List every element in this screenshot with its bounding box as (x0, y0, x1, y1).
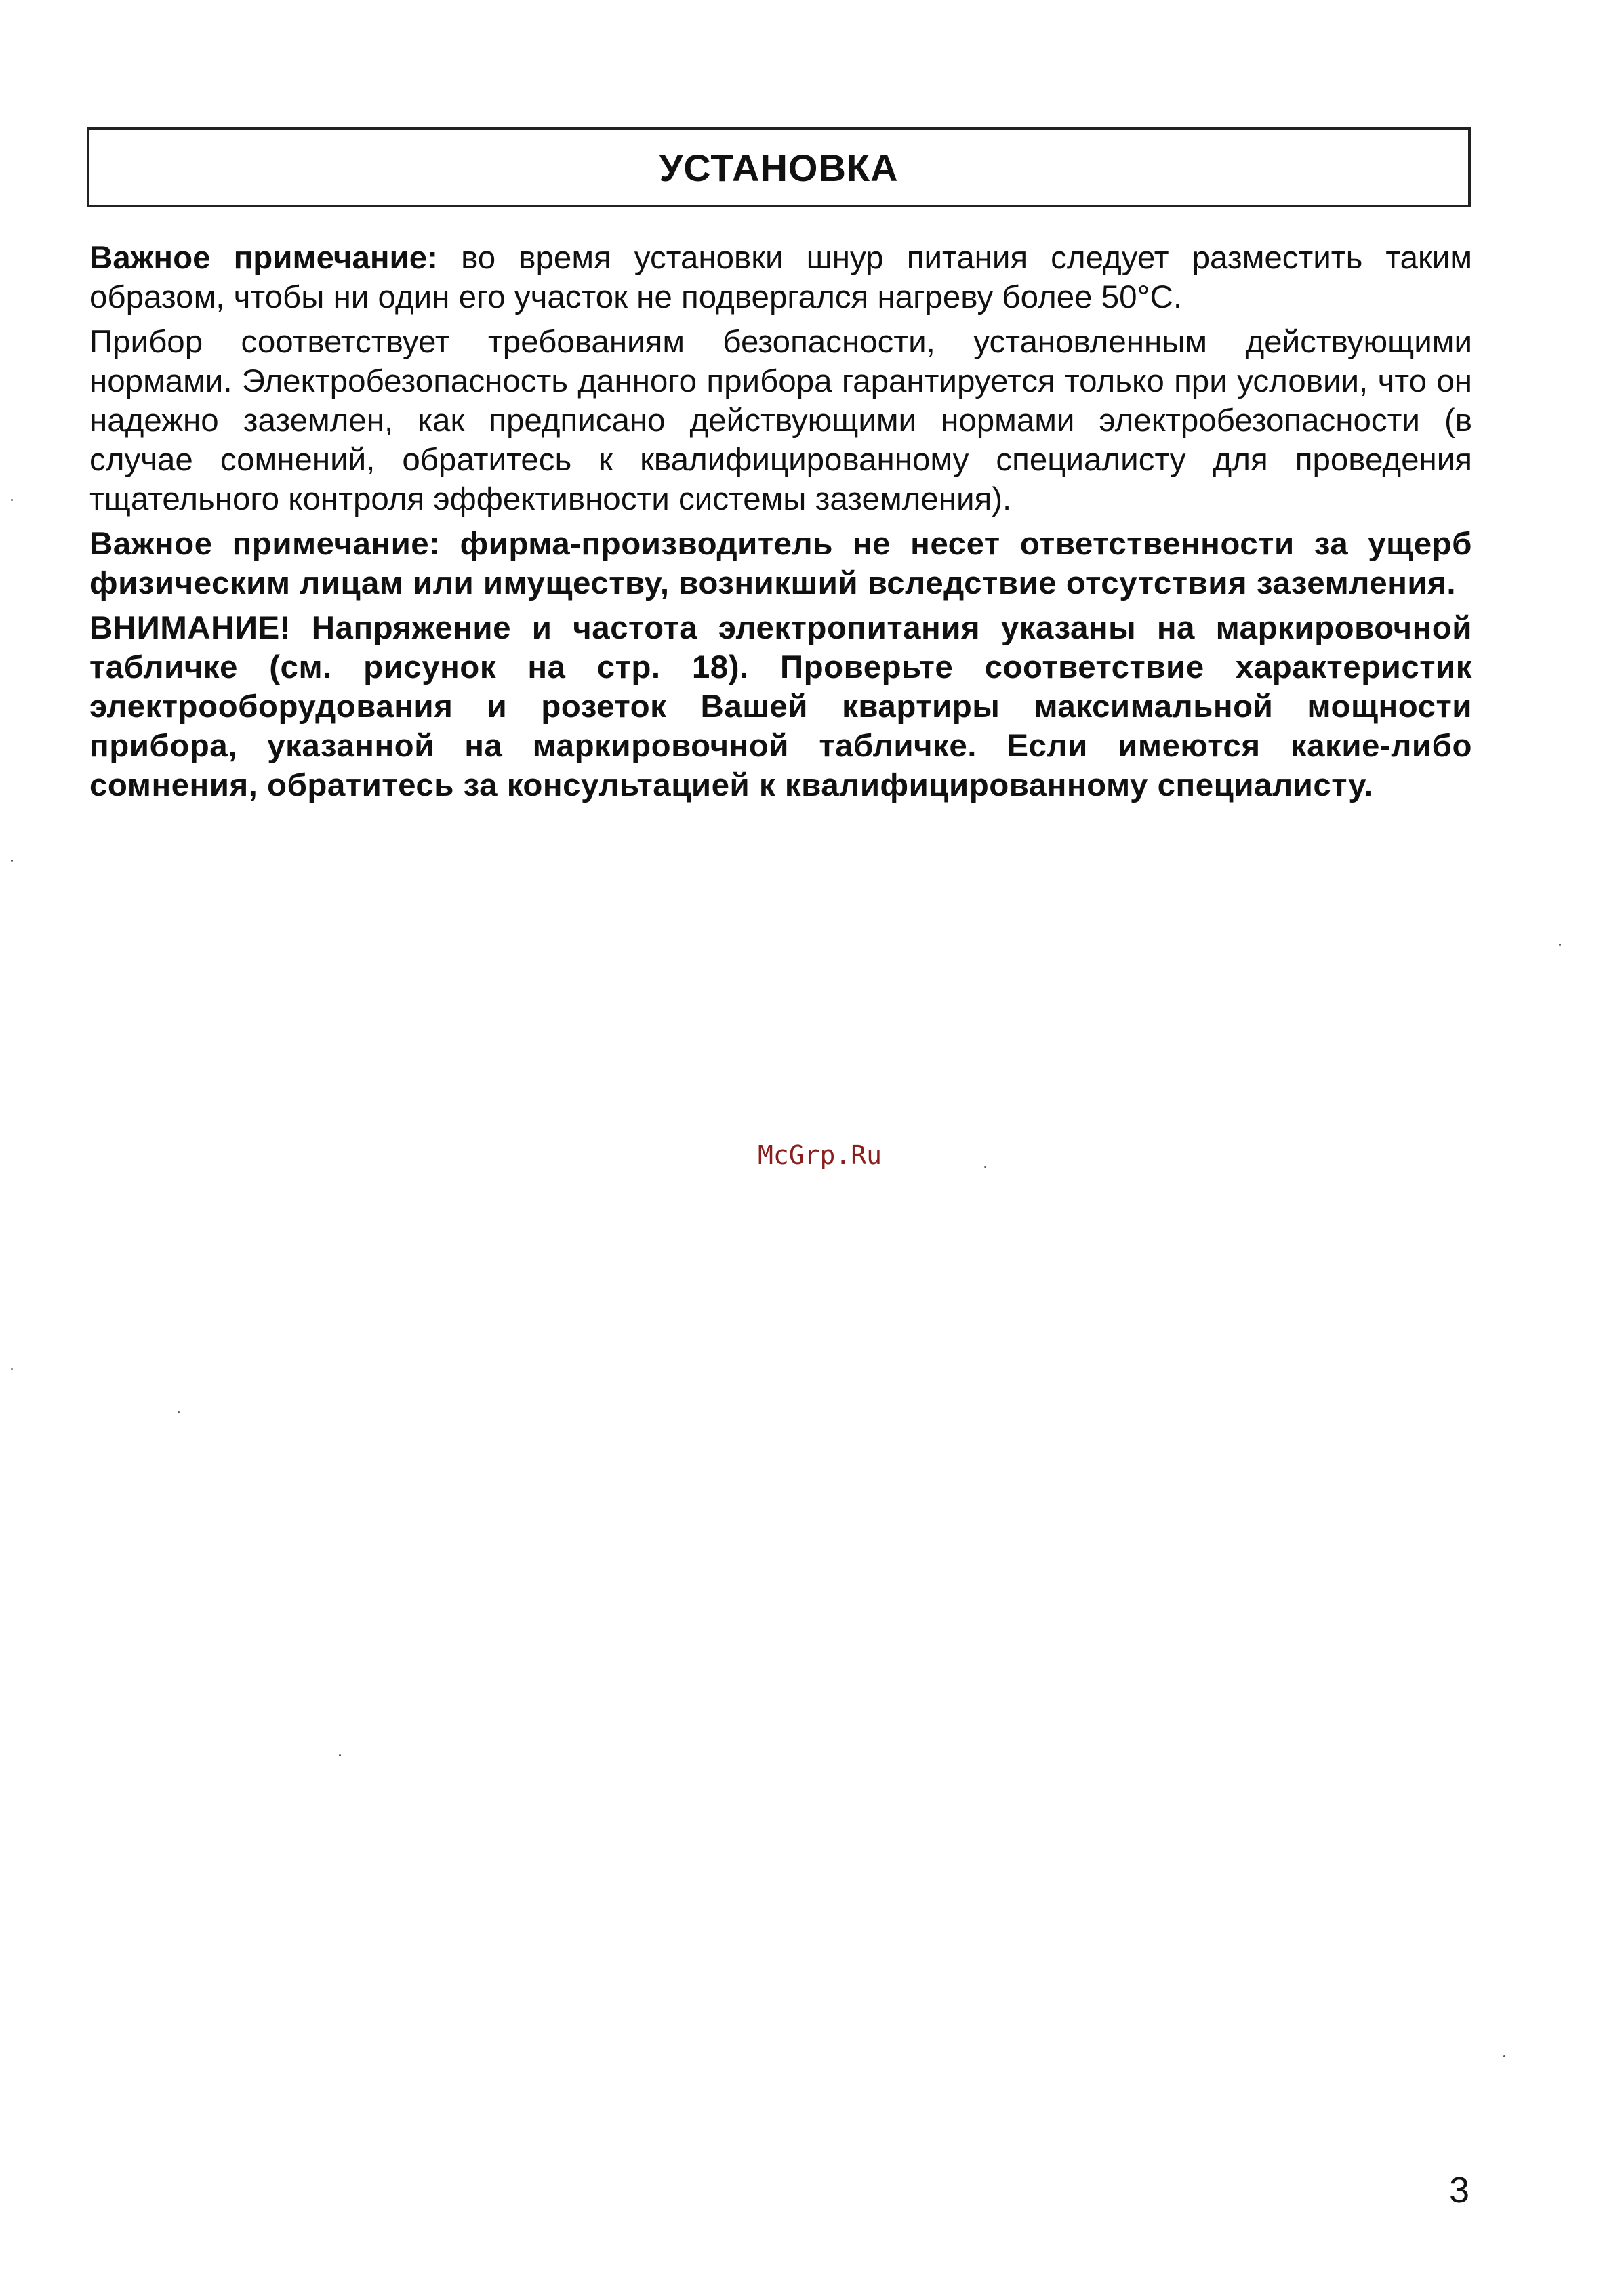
page-number: 3 (1449, 2170, 1470, 2210)
paragraph-safety-grounding: Прибор соответствует требованиям безопасности, установленным действующими нормами. Электробезопасность данного прибора гарантируется только при условии, что он надежно заземлен, как предписано действующими нормами электробезопасности (в случае сомнений, обратитесь к квалифицированному специалисту для проведения тщательного контроля эффективности системы заземления). (89, 324, 1472, 517)
scan-speck (1503, 2055, 1505, 2057)
paragraph-liability-note: Важное примечание: фирма-производитель не несет ответственности за ущерб физическим лицам или имуществу, возникший вследствие отсутствия заземления. (89, 526, 1472, 601)
paragraph-warning: ВНИМАНИЕ! Напряжение и частота электропитания указаны на маркировочной табличке (см. рисунок на стр. 18). Проверьте соответствие характеристик электрооборудования и розеток Вашей квартиры максимальной мощности прибора, указанной на маркировочной табличке. Если имеются какие-либо сомнения, обратитесь за консультацией к квалифицированному специалисту. (89, 610, 1472, 803)
scan-speck (339, 1754, 341, 1756)
scan-speck (178, 1411, 180, 1413)
scan-speck (1559, 944, 1561, 946)
scan-speck (11, 499, 13, 501)
page-title: УСТАНОВКА (659, 146, 899, 189)
scan-speck (11, 860, 13, 862)
note-text: во время установки шнур питания следует разместить таким образом, чтобы ни один его участок не подвергался нагреву более 50°С. (89, 240, 1472, 315)
content-body (89, 239, 1472, 811)
note-lead: Важное примечание: (89, 240, 438, 276)
section-title-box (87, 127, 1471, 207)
scan-speck (11, 1368, 13, 1370)
paragraph-power-cord-note (89, 239, 1472, 317)
watermark: McGrp.Ru (758, 1140, 882, 1170)
scan-speck (984, 1166, 986, 1168)
